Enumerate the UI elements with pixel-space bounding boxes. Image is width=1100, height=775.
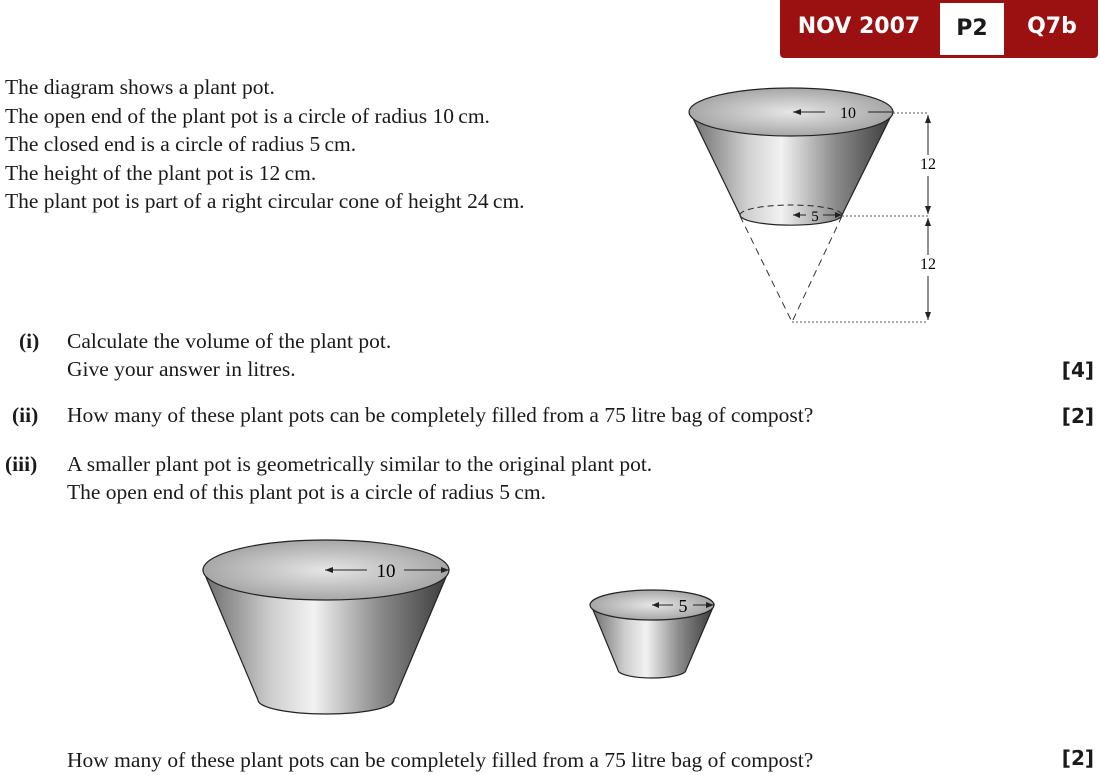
lower-height-label: 12 (920, 256, 936, 273)
intro-line: The closed end is a circle of radius 5 cm. (5, 132, 357, 156)
exam-date: NOV 2007 (797, 14, 921, 39)
part-ii-text: How many of these plant pots can be completely filled from a 75 litre bag of compost? (67, 403, 814, 427)
intro-line: The open end of the plant pot is a circle of radius 10 cm. (5, 103, 490, 128)
intro-line: The diagram shows a plant pot. (5, 75, 275, 99)
part-iii-label: (iii) (5, 452, 38, 476)
question-number: Q7b (1027, 14, 1077, 39)
part-i-label: (i) (19, 329, 40, 353)
part-i-line: Calculate the volume of the plant pot. (67, 329, 392, 353)
part-iii-question: How many of these plant pots can be completely filled from a 75 litre bag of compost? (67, 748, 814, 772)
part-i-marks: [4] (1061, 358, 1094, 382)
small-pot-radius-label: 5 (678, 596, 688, 616)
part-iii-line: A smaller plant pot is geometrically similar to the original plant pot. (67, 452, 653, 476)
part-ii-marks: [2] (1061, 404, 1094, 428)
small-plant-pot (590, 590, 714, 678)
upper-height-label: 12 (920, 156, 936, 173)
part-i-text (67, 327, 391, 383)
intro-line: The plant pot is part of a right circular cone of height 24 cm. (5, 189, 525, 213)
paper-number: P2 (940, 3, 1004, 55)
large-pot-radius-label: 10 (376, 561, 396, 582)
bottom-radius-label: 5 (811, 209, 819, 225)
part-ii-label: (ii) (12, 403, 39, 427)
part-i-line: Give your answer in litres. (67, 357, 296, 381)
plant-pot-diagram (689, 88, 936, 322)
top-radius-label: 10 (840, 105, 856, 122)
part-iii-marks: [2] (1061, 746, 1094, 770)
intro-line: The height of the plant pot is 12 cm. (5, 160, 317, 185)
part-iii-line: The open end of this plant pot is a circle of radius 5 cm. (67, 480, 546, 504)
large-plant-pot (203, 540, 449, 714)
part-iii-text (67, 450, 652, 506)
